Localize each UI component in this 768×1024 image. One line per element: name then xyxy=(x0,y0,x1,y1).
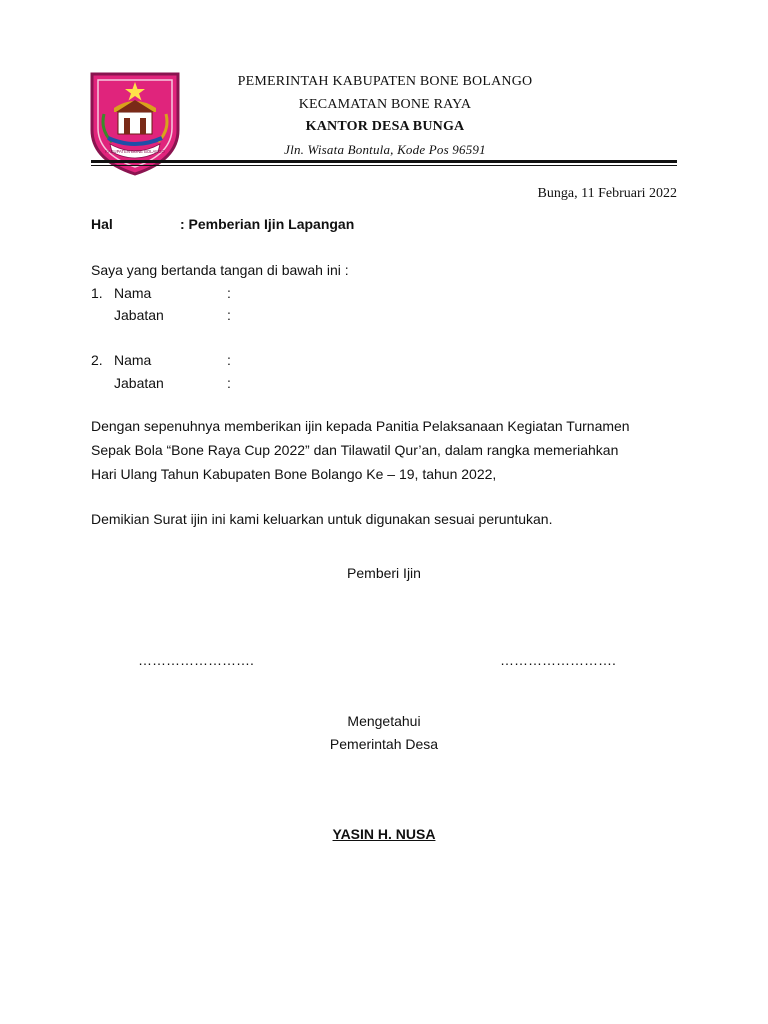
signer-1-name-colon: : xyxy=(227,285,231,301)
body-line-3: Hari Ulang Tahun Kabupaten Bone Bolango Ke – 19, tahun 2022, xyxy=(91,466,497,482)
village-government-label: Pemerintah Desa xyxy=(329,736,439,752)
subject-value: : Pemberian Ijin Lapangan xyxy=(180,216,355,232)
letterhead-divider-thin xyxy=(91,165,677,166)
letterhead-divider-thick xyxy=(91,160,677,163)
signature-line-right: ……………………. xyxy=(500,652,616,668)
letterhead-address: Jln. Wisata Bontula, Kode Pos 96591 xyxy=(284,142,486,157)
signer-2-position-colon: : xyxy=(227,375,231,391)
logo-ribbon-text: KABUPATEN BONE BOLANGO xyxy=(105,149,165,154)
signer-2-number: 2. xyxy=(91,352,103,368)
acknowledged-label: Mengetahui xyxy=(347,713,421,729)
intro-text: Saya yang bertanda tangan di bawah ini : xyxy=(91,262,349,278)
permit-giver-label: Pemberi Ijin xyxy=(347,565,421,581)
signer-1-position-label: Jabatan xyxy=(114,307,164,323)
closing-text: Demikian Surat ijin ini kami keluarkan untuk digunakan sesuai peruntukan. xyxy=(91,511,553,527)
letter-date: Bunga, 11 Februari 2022 xyxy=(537,186,677,201)
signer-1-name-label: Nama xyxy=(114,285,152,301)
letterhead-line-2: KECAMATAN BONE RAYA xyxy=(298,97,472,112)
signer-2-position-label: Jabatan xyxy=(114,375,164,391)
signer-1-position-colon: : xyxy=(227,307,231,323)
letterhead-office: KANTOR DESA BUNGA xyxy=(305,119,465,134)
letterhead-line-1: PEMERINTAH KABUPATEN BONE BOLANGO xyxy=(237,74,533,89)
signature-line-left: ……………………. xyxy=(138,652,254,668)
subject-label: Hal xyxy=(91,216,113,232)
village-head-name: YASIN H. NUSA xyxy=(332,826,436,842)
signer-2-name-label: Nama xyxy=(114,352,152,368)
signer-2-name-colon: : xyxy=(227,352,231,368)
body-line-1: Dengan sepenuhnya memberikan ijin kepada Panitia Pelaksanaan Kegiatan Turnamen xyxy=(91,418,630,434)
body-line-2: Sepak Bola “Bone Raya Cup 2022” dan Tilawatil Qur’an, dalam rangka memeriahkan xyxy=(91,442,619,458)
signer-1-number: 1. xyxy=(91,285,103,301)
